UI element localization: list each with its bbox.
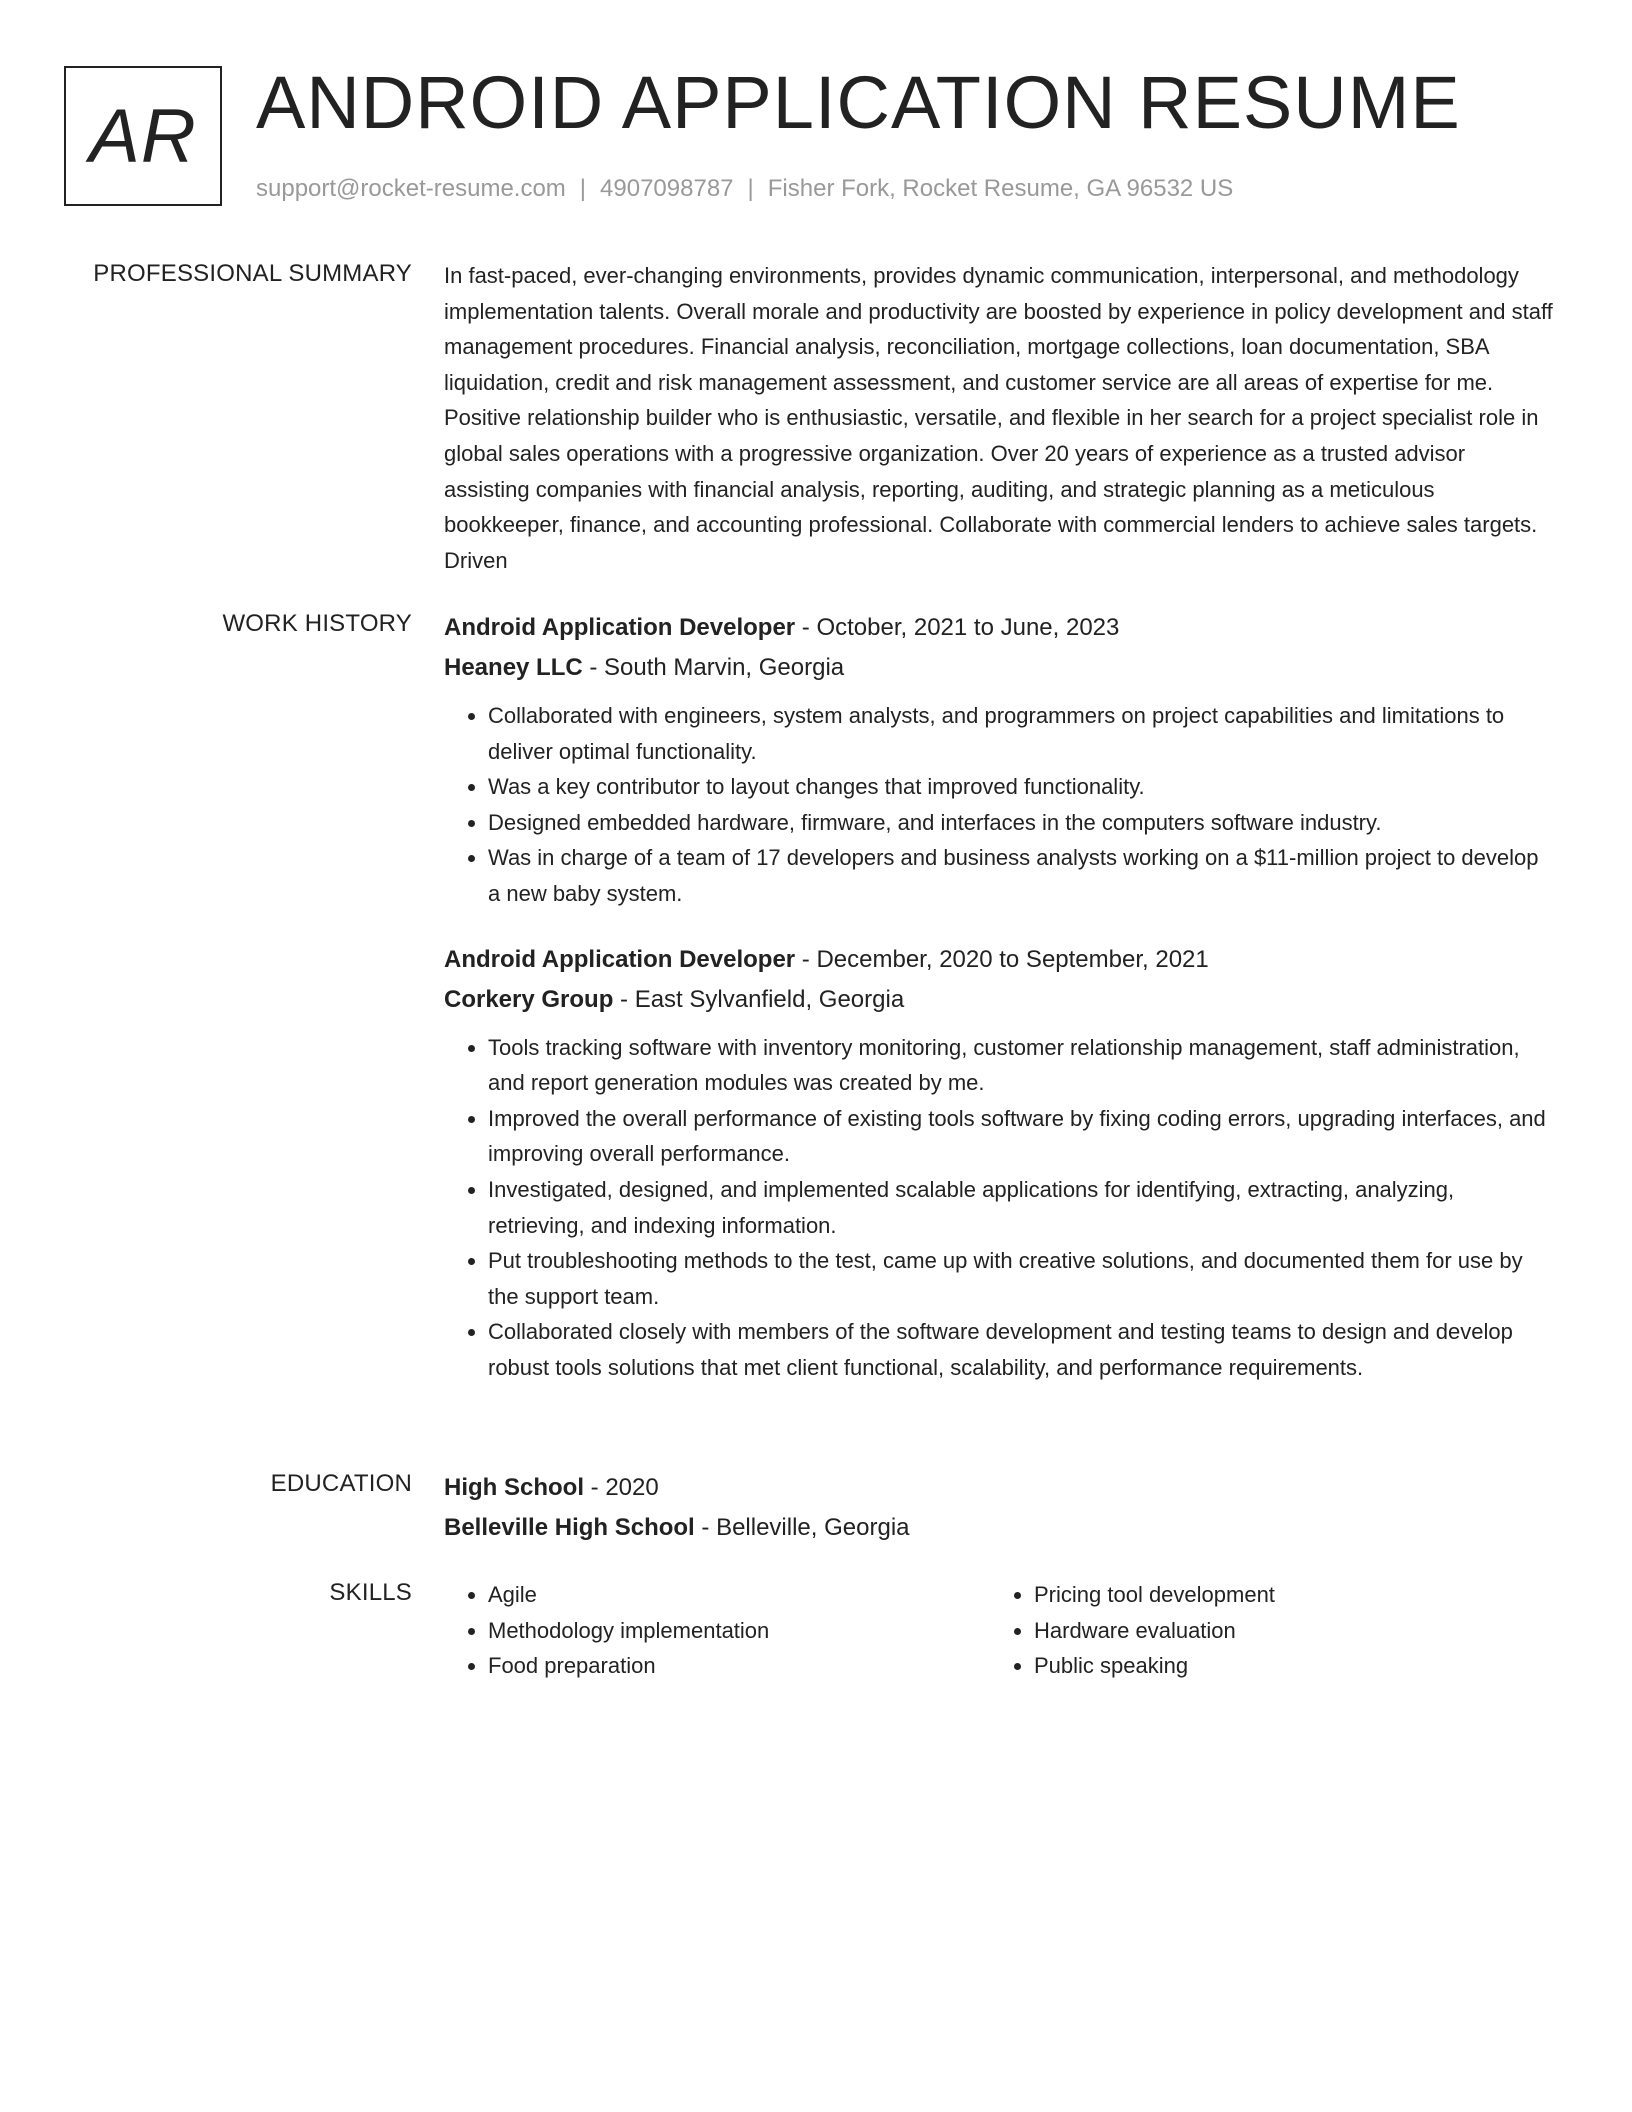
job-bullet: • Collaborated closely with members of the software development and testing teams to design and develop robust tools solutions that met client functional, scalability, and performance requirements. — [488, 1314, 1556, 1385]
job-dates: - October, 2021 to June, 2023 — [795, 614, 1120, 641]
skill-item: • Pricing tool development — [1034, 1577, 1536, 1613]
job-company-line — [444, 980, 1556, 1020]
education-school: Belleville High School — [444, 1514, 695, 1541]
skills-body — [444, 1577, 1556, 1684]
monogram-initials: AR — [89, 93, 197, 179]
job-entry — [444, 940, 1556, 1386]
job-dates: - December, 2020 to September, 2021 — [795, 945, 1209, 973]
skill-item: • Food preparation — [488, 1648, 990, 1684]
job-location: - East Sylvanfield, Georgia — [613, 985, 905, 1013]
education-year: - 2020 — [584, 1474, 659, 1501]
job-company-line — [444, 648, 1556, 688]
job-bullet: • Tools tracking software with inventory monitoring, customer relationship management, staff administration, and report generation modules was created by me. — [488, 1030, 1556, 1101]
contact-line — [256, 174, 1233, 204]
work-history-heading: WORK HISTORY — [222, 610, 412, 637]
job-bullet: • Put troubleshooting methods to the test, came up with creative solutions, and documented them for use by the support team. — [488, 1243, 1556, 1314]
job-entry — [444, 608, 1556, 912]
summary-text: In fast-paced, ever-changing environments, provides dynamic communication, interpersonal, and methodology implementation talents. Overall morale and productivity are boosted by experience in policy development and staff management procedures. Financial analysis, reconciliation, mortgage collections, loan documentation, SBA liquidation, credit and risk management assessment, and customer service are all areas of expertise for me. Positive relationship builder who is enthusiastic, versatile, and flexible in her search for a project specialist role in global sales operations with a progressive organization. Over 20 years of experience as a trusted advisor assisting companies with financial analysis, reporting, auditing, and strategic planning as a meticulous bookkeeper, finance, and accounting professional. Collaborate with commercial lenders to achieve sales targets. Driven — [444, 263, 1553, 573]
skill-item: • Public speaking — [1034, 1648, 1536, 1684]
job-bullet: • Was in charge of a team of 17 developers and business analysts working on a $11-million project to develop a new baby system. — [488, 840, 1556, 911]
resume-title: ANDROID APPLICATION RESUME — [256, 61, 1461, 144]
job-company: Heaney LLC — [444, 654, 583, 681]
job-company: Corkery Group — [444, 985, 614, 1013]
job-bullet: • Improved the overall performance of existing tools software by fixing coding errors, upgrading interfaces, and improving overall performance. — [488, 1101, 1556, 1172]
job-bullet: • Collaborated with engineers, system analysts, and programmers on project capabilities and limitations to deliver optimal functionality. — [488, 698, 1556, 769]
job-bullets — [444, 1030, 1556, 1386]
skills-list-right — [990, 1577, 1536, 1684]
education-school-line — [444, 1508, 1556, 1548]
job-title-line — [444, 608, 1556, 648]
summary-body — [444, 258, 1556, 578]
job-bullet: • Designed embedded hardware, firmware, and interfaces in the computers software industry. — [488, 805, 1556, 841]
skills-list-left — [444, 1577, 990, 1684]
job-bullets — [444, 698, 1556, 912]
job-location: - South Marvin, Georgia — [582, 654, 845, 681]
job-title: Android Application Developer — [444, 945, 796, 973]
contact-separator: | — [747, 175, 754, 202]
work-history-body — [444, 608, 1556, 1386]
skills-columns — [444, 1577, 1556, 1684]
skills-heading: SKILLS — [329, 1579, 412, 1606]
job-title: Android Application Developer — [444, 614, 796, 641]
education-heading: EDUCATION — [270, 1470, 412, 1497]
contact-phone: 4907098787 — [600, 175, 734, 202]
job-title-line — [444, 940, 1556, 980]
skill-item: • Agile — [488, 1577, 990, 1613]
education-location: - Belleville, Georgia — [694, 1514, 910, 1541]
summary-heading: PROFESSIONAL SUMMARY — [93, 260, 412, 287]
job-bullet: • Investigated, designed, and implemented scalable applications for identifying, extracting, analyzing, retrieving, and indexing information. — [488, 1172, 1556, 1243]
contact-address: Fisher Fork, Rocket Resume, GA 96532 US — [767, 175, 1234, 202]
skill-item: • Hardware evaluation — [1034, 1613, 1536, 1649]
contact-separator: | — [579, 175, 587, 202]
education-degree: High School — [444, 1474, 584, 1501]
education-body — [444, 1468, 1556, 1548]
contact-email: support@rocket-resume.com — [256, 175, 566, 202]
monogram-box — [64, 66, 222, 206]
skill-item: • Methodology implementation — [488, 1613, 990, 1649]
education-degree-line — [444, 1468, 1556, 1508]
job-bullet: • Was a key contributor to layout changes that improved functionality. — [488, 769, 1556, 805]
